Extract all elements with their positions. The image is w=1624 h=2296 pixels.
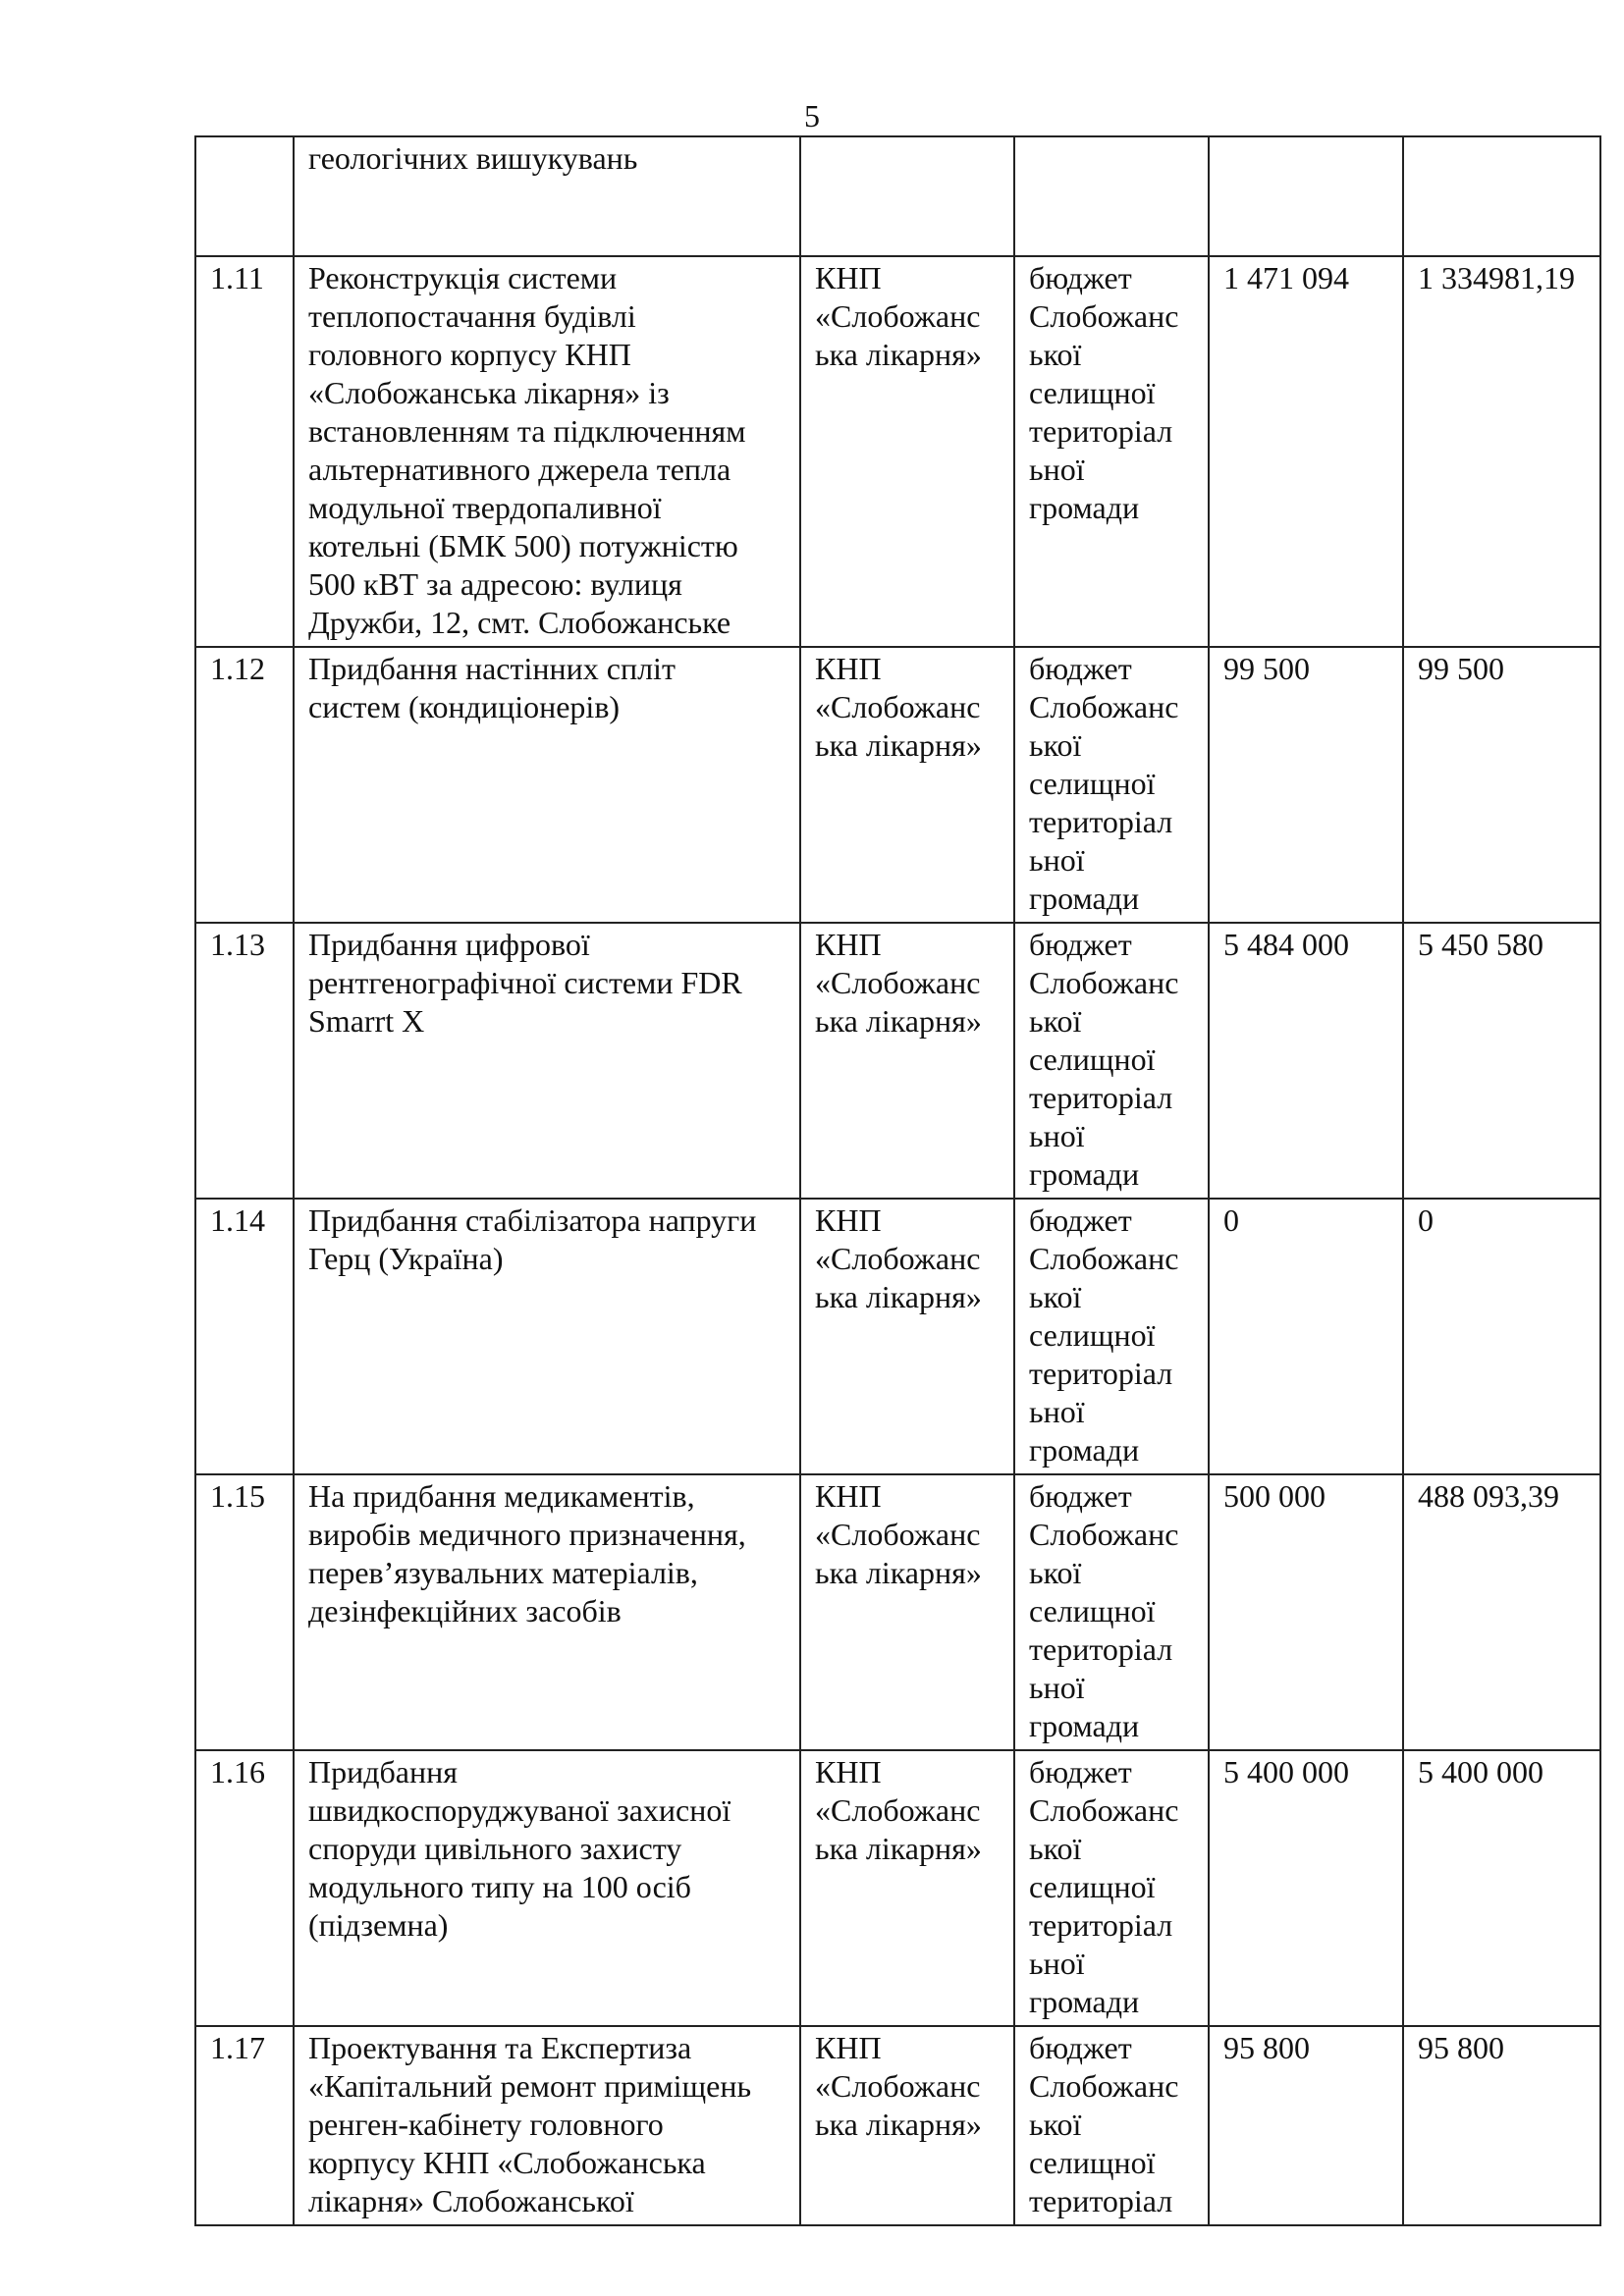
actual-amount: 0	[1418, 1202, 1434, 1238]
planned-amount-cell	[1209, 647, 1403, 923]
funding-source-cell	[1014, 2026, 1209, 2225]
table-row	[195, 1474, 1600, 1750]
planned-amount: 0	[1223, 1202, 1239, 1238]
executor-cell	[800, 647, 1014, 923]
row-number: 1.11	[210, 260, 264, 295]
executor-cell	[800, 1474, 1014, 1750]
row-number-cell	[195, 1199, 294, 1474]
measure-name-cell	[294, 1199, 800, 1474]
funding-source-cell	[1014, 647, 1209, 923]
planned-amount-cell	[1209, 1474, 1403, 1750]
funding-source: бюджет Слобожанс ької селищної територіал ьної громади	[1029, 260, 1179, 525]
actual-amount: 5 450 580	[1418, 927, 1543, 962]
row-number-cell	[195, 1474, 294, 1750]
measure-name: геологічних вишукувань	[308, 140, 638, 176]
row-number-cell	[195, 1750, 294, 2026]
funding-source-cell	[1014, 1199, 1209, 1474]
table-row	[195, 923, 1600, 1199]
row-number-cell	[195, 2026, 294, 2225]
executor: КНП «Слобожанс ька лікарня»	[815, 1478, 982, 1590]
actual-amount-cell	[1403, 647, 1600, 923]
executor: КНП «Слобожанс ька лікарня»	[815, 260, 982, 372]
measure-name-cell	[294, 2026, 800, 2225]
actual-amount: 488 093,39	[1418, 1478, 1559, 1514]
executor-cell	[800, 256, 1014, 647]
measure-name: Придбання цифрової рентгенографічної системи FDR Smarrt X	[308, 927, 742, 1039]
measure-name-cell	[294, 256, 800, 647]
executor-cell	[800, 1199, 1014, 1474]
table-row	[195, 1199, 1600, 1474]
funding-source: бюджет Слобожанс ької селищної територіал ьної громади	[1029, 1754, 1179, 2019]
actual-amount-cell	[1403, 1750, 1600, 2026]
planned-amount: 5 484 000	[1223, 927, 1349, 962]
table-row	[195, 256, 1600, 647]
executor: КНП «Слобожанс ька лікарня»	[815, 1202, 982, 1314]
row-number-cell	[195, 647, 294, 923]
actual-amount-cell	[1403, 2026, 1600, 2225]
measure-name-cell	[294, 136, 800, 256]
table-row	[195, 1750, 1600, 2026]
measure-name-cell	[294, 647, 800, 923]
measure-name: На придбання медикаментів, виробів медичного призначення, перев’язувальних матеріалів, дезінфекційних засобів	[308, 1478, 746, 1629]
row-number: 1.16	[210, 1754, 265, 1789]
table-row	[195, 2026, 1600, 2225]
measure-name: Реконструкція системи теплопостачання будівлі головного корпусу КНП «Слобожанська лікарня» із встановленням та підключенням альтернативного джерела тепла модульної твердопаливної котельні (БМК 500) потужністю 500 кВТ за адресою: вулиця Дружби, 12, смт. Слобожанське	[308, 260, 746, 640]
funding-source-cell	[1014, 923, 1209, 1199]
row-number-cell	[195, 256, 294, 647]
funding-source: бюджет Слобожанс ької селищної територіал	[1029, 2030, 1179, 2218]
planned-amount-cell	[1209, 1199, 1403, 1474]
measure-name-cell	[294, 1750, 800, 2026]
measure-name-cell	[294, 923, 800, 1199]
row-number: 1.13	[210, 927, 265, 962]
measure-name: Придбання стабілізатора напруги Герц (Україна)	[308, 1202, 757, 1276]
planned-amount: 95 800	[1223, 2030, 1310, 2065]
executor: КНП «Слобожанс ька лікарня»	[815, 2030, 982, 2142]
actual-amount: 95 800	[1418, 2030, 1504, 2065]
funding-source: бюджет Слобожанс ької селищної територіал ьної громади	[1029, 1478, 1179, 1743]
planned-amount-cell	[1209, 1750, 1403, 2026]
planned-amount: 5 400 000	[1223, 1754, 1349, 1789]
actual-amount-cell	[1403, 1474, 1600, 1750]
executor-cell	[800, 136, 1014, 256]
executor: КНП «Слобожанс ька лікарня»	[815, 651, 982, 763]
funding-source-cell	[1014, 1750, 1209, 2026]
funding-source: бюджет Слобожанс ької селищної територіал ьної громади	[1029, 651, 1179, 916]
executor: КНП «Слобожанс ька лікарня»	[815, 1754, 982, 1866]
actual-amount-cell	[1403, 136, 1600, 256]
actual-amount-cell	[1403, 923, 1600, 1199]
actual-amount-cell	[1403, 256, 1600, 647]
row-number: 1.15	[210, 1478, 265, 1514]
actual-amount: 1 334981,19	[1418, 260, 1575, 295]
executor-cell	[800, 2026, 1014, 2225]
funding-source-cell	[1014, 136, 1209, 256]
measure-name-cell	[294, 1474, 800, 1750]
planned-amount: 500 000	[1223, 1478, 1326, 1514]
actual-amount: 99 500	[1418, 651, 1504, 686]
actual-amount: 5 400 000	[1418, 1754, 1543, 1789]
row-number: 1.17	[210, 2030, 265, 2065]
planned-amount-cell	[1209, 256, 1403, 647]
actual-amount-cell	[1403, 1199, 1600, 1474]
table-row	[195, 136, 1600, 256]
page-number: 5	[804, 98, 820, 133]
planned-amount: 99 500	[1223, 651, 1310, 686]
executor: КНП «Слобожанс ька лікарня»	[815, 927, 982, 1039]
row-number: 1.12	[210, 651, 265, 686]
measure-name: Проектування та Експертиза «Капітальний ремонт приміщень ренген-кабінету головного корпусу КНП «Слобожанська лікарня» Слобожанської	[308, 2030, 752, 2218]
planned-amount-cell	[1209, 136, 1403, 256]
row-number: 1.14	[210, 1202, 265, 1238]
funding-source: бюджет Слобожанс ької селищної територіал ьної громади	[1029, 1202, 1179, 1468]
funding-source-cell	[1014, 1474, 1209, 1750]
measure-name: Придбання швидкоспоруджуваної захисної споруди цивільного захисту модульного типу на 100 осіб (підземна)	[308, 1754, 731, 1943]
executor-cell	[800, 1750, 1014, 2026]
row-number-cell	[195, 136, 294, 256]
planned-amount-cell	[1209, 2026, 1403, 2225]
funding-source-cell	[1014, 256, 1209, 647]
row-number-cell	[195, 923, 294, 1199]
funding-source: бюджет Слобожанс ької селищної територіал ьної громади	[1029, 927, 1179, 1192]
planned-amount-cell	[1209, 923, 1403, 1199]
program-measures-table	[194, 135, 1601, 2226]
executor-cell	[800, 923, 1014, 1199]
table-row	[195, 647, 1600, 923]
measure-name: Придбання настінних спліт систем (кондиціонерів)	[308, 651, 676, 724]
planned-amount: 1 471 094	[1223, 260, 1349, 295]
